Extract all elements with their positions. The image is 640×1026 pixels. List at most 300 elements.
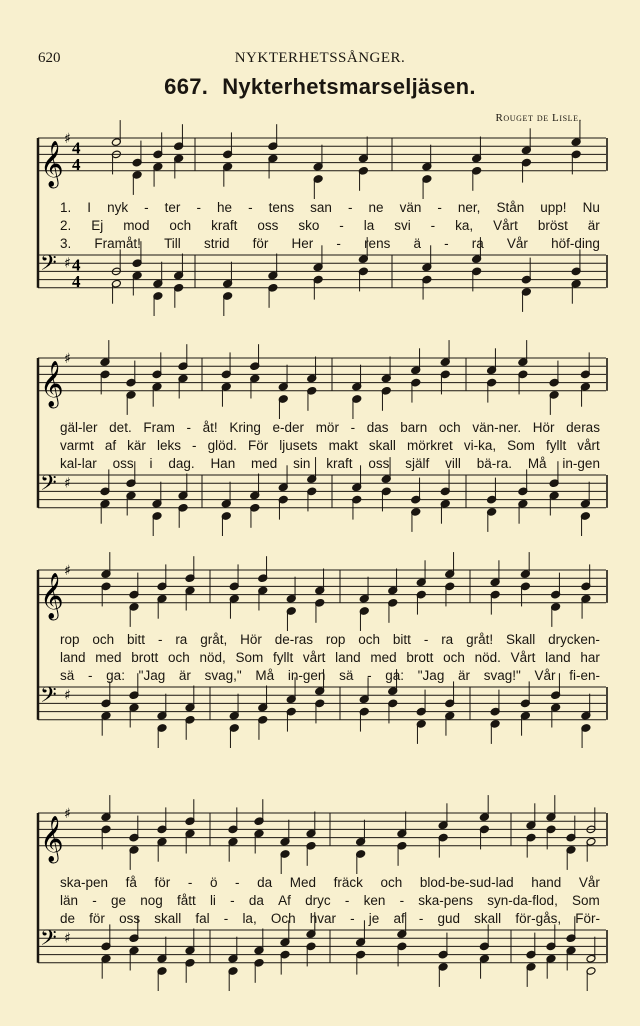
note-icon xyxy=(178,344,188,370)
lyric-line xyxy=(60,632,600,647)
lyric-syllable: för-gås, xyxy=(515,911,562,926)
lyric-syllable: - xyxy=(187,875,193,890)
lyric-syllable: tens xyxy=(268,200,295,215)
key-signature-sharp-icon: ♯ xyxy=(64,805,71,822)
note-icon xyxy=(157,724,167,748)
lyric-syllable: - xyxy=(235,875,240,890)
note-icon xyxy=(551,703,561,727)
lyric-syllable: och xyxy=(443,650,465,665)
lyric-syllable: Vårt xyxy=(493,218,518,233)
lyric-syllable: land xyxy=(60,650,86,665)
lyric-syllable: ken xyxy=(363,893,386,908)
note-icon xyxy=(286,607,296,631)
lyric-syllable: nyk xyxy=(107,200,129,215)
lyric-syllable: - xyxy=(339,218,344,233)
lyric-syllable: brott xyxy=(406,650,434,665)
note-icon xyxy=(129,846,139,870)
note-icon xyxy=(153,262,163,288)
lyric-syllable: gråt, xyxy=(200,632,228,647)
lyric-syllable: Framåt! xyxy=(94,236,141,251)
lyric-line xyxy=(60,218,600,233)
lyric-syllable: För- xyxy=(575,911,600,926)
note-icon xyxy=(278,395,288,419)
note-icon xyxy=(313,175,323,199)
note-icon xyxy=(521,288,531,312)
lyric-syllable: varmt xyxy=(60,438,94,453)
lyric-syllable: - xyxy=(230,893,235,908)
note-icon xyxy=(178,374,188,398)
note-icon xyxy=(445,681,455,707)
lyric-syllable: af xyxy=(393,911,405,926)
note-icon xyxy=(411,478,421,504)
lyric-syllable: land xyxy=(335,650,361,665)
note-icon xyxy=(268,124,278,150)
lyric-syllable: och xyxy=(380,875,403,890)
lyric-syllable: oss xyxy=(112,456,134,471)
note-icon xyxy=(185,715,195,739)
hymn-title xyxy=(0,74,640,100)
lyric-syllable: - xyxy=(347,200,353,215)
music-system xyxy=(0,348,640,528)
note-icon xyxy=(549,361,559,387)
lyric-line xyxy=(60,911,600,926)
lyric-syllable: li xyxy=(209,893,216,908)
lyric-syllable: Till xyxy=(164,236,181,251)
lyric-syllable: mör xyxy=(315,420,339,435)
note-icon xyxy=(487,508,497,532)
key-signature-sharp-icon: ♯ xyxy=(64,475,71,492)
note-icon xyxy=(100,340,110,366)
lyric-syllable: och xyxy=(169,218,192,233)
lyric-syllable: - xyxy=(223,911,229,926)
note-icon xyxy=(359,577,369,603)
note-icon xyxy=(221,482,231,508)
hymn-name: Nykterhetsmarseljäsen. xyxy=(222,74,476,99)
lyric-syllable: "Jag xyxy=(417,668,445,683)
note-icon xyxy=(228,967,238,991)
lyric-syllable: bä-ra. xyxy=(476,456,512,471)
lyric-syllable: Vårt xyxy=(510,650,536,665)
lyric-syllable: är xyxy=(458,668,471,683)
note-icon xyxy=(307,386,317,410)
lyric-syllable: vän xyxy=(399,200,422,215)
lyric-syllable: Kring xyxy=(229,420,261,435)
lyric-syllable: och xyxy=(167,650,190,665)
note-icon xyxy=(223,292,233,316)
lyric-syllable: ne xyxy=(368,200,384,215)
note-icon xyxy=(250,374,260,398)
lyric-syllable: vi-ka, xyxy=(463,438,497,453)
lyric-syllable: upp! xyxy=(540,200,567,215)
note-icon xyxy=(153,162,163,186)
note-icon xyxy=(352,395,362,419)
lyric-syllable: deras xyxy=(566,420,600,435)
note-icon xyxy=(152,482,162,508)
lyric-syllable: la xyxy=(363,218,375,233)
bass-staff xyxy=(38,930,606,963)
lyric-syllable: fyllt xyxy=(272,650,294,665)
note-icon xyxy=(229,724,239,748)
note-icon xyxy=(422,175,432,199)
lyric-syllable: Med xyxy=(289,875,317,890)
note-icon xyxy=(546,954,556,978)
note-icon xyxy=(526,963,536,987)
note-icon xyxy=(520,681,530,707)
note-icon xyxy=(152,512,162,536)
note-icon xyxy=(157,937,167,963)
note-icon xyxy=(546,795,556,821)
lyric-syllable: få xyxy=(125,875,137,890)
lyric-syllable: svi xyxy=(394,218,411,233)
note-icon xyxy=(440,340,450,366)
note-icon xyxy=(258,686,268,712)
lyric-syllable: gud xyxy=(437,911,461,926)
note-icon xyxy=(228,807,238,833)
lyric-syllable: - xyxy=(144,200,149,215)
verse-number: 3. xyxy=(60,236,72,251)
note-icon xyxy=(157,967,167,991)
lyric-syllable: rop xyxy=(325,632,346,647)
lyric-syllable: skall xyxy=(474,911,502,926)
lyric-syllable: das xyxy=(366,420,389,435)
note-icon xyxy=(445,552,455,578)
lyric-syllable: har xyxy=(580,650,600,665)
note-icon xyxy=(286,577,296,603)
lyric-syllable: nöd. xyxy=(474,650,501,665)
lyric-syllable: hvar xyxy=(309,911,337,926)
note-icon xyxy=(586,937,596,963)
note-icon xyxy=(487,348,497,374)
key-signature-sharp-icon: ♯ xyxy=(64,687,71,704)
time-signature-icon: 4 xyxy=(72,154,81,174)
lyric-syllable: med xyxy=(370,650,397,665)
note-icon xyxy=(586,967,596,991)
note-icon xyxy=(438,933,448,959)
verse-number: 2. xyxy=(60,218,72,233)
lyric-syllable: - xyxy=(336,236,341,251)
note-icon xyxy=(278,365,288,391)
time-signature-icon: 4 xyxy=(72,255,81,275)
note-icon xyxy=(100,499,110,523)
note-icon xyxy=(129,703,139,727)
lyric-syllable: Skall xyxy=(505,632,536,647)
lyric-syllable: hand xyxy=(531,875,562,890)
note-icon xyxy=(185,556,195,582)
lyric-syllable: kär xyxy=(127,438,146,453)
lyric-syllable: Han xyxy=(210,456,236,471)
verse-number: 1. xyxy=(60,200,72,215)
note-icon xyxy=(388,569,398,595)
lyric-syllable: sko xyxy=(298,218,320,233)
lyric-syllable: ra xyxy=(471,236,484,251)
lyric-syllable: det. xyxy=(109,420,132,435)
note-icon xyxy=(254,958,264,982)
note-icon xyxy=(157,807,167,833)
lyric-syllable: nöd, xyxy=(199,650,226,665)
note-icon xyxy=(521,258,531,284)
note-icon xyxy=(223,132,233,158)
lyric-syllable: ka, xyxy=(455,218,474,233)
note-icon xyxy=(157,694,167,720)
note-icon xyxy=(356,850,366,874)
lyric-syllable: kraft xyxy=(326,456,353,471)
note-icon xyxy=(520,711,530,735)
note-icon xyxy=(438,803,448,829)
note-icon xyxy=(571,120,581,146)
lyric-syllable: da xyxy=(248,893,264,908)
note-icon xyxy=(352,365,362,391)
music-system xyxy=(0,803,640,983)
note-icon xyxy=(228,937,238,963)
note-icon xyxy=(101,711,111,735)
note-icon xyxy=(490,690,500,716)
note-icon xyxy=(586,837,596,861)
music-system xyxy=(0,128,640,308)
note-icon xyxy=(581,594,591,618)
note-icon xyxy=(381,357,391,383)
music-system xyxy=(0,560,640,740)
note-icon xyxy=(268,154,278,178)
lyric-syllable: ska-pens xyxy=(418,893,474,908)
lyric-syllable: barn xyxy=(400,420,428,435)
lyric-syllable: för xyxy=(154,875,171,890)
lyric-syllable: För xyxy=(247,438,269,453)
lyric-syllable: I xyxy=(87,200,92,215)
lyric-syllable: blod-be-sud-lad xyxy=(419,875,514,890)
note-icon xyxy=(445,711,455,735)
note-icon xyxy=(358,137,368,163)
note-icon xyxy=(571,249,581,275)
lyric-syllable: och xyxy=(92,632,115,647)
note-icon xyxy=(521,128,531,154)
lyric-syllable: åt! xyxy=(202,420,218,435)
lyric-syllable: in-gen xyxy=(287,668,326,683)
note-icon xyxy=(221,352,231,378)
lyric-syllable: glöd. xyxy=(207,438,237,453)
note-icon xyxy=(221,512,231,536)
note-icon xyxy=(549,391,559,415)
note-icon xyxy=(472,166,482,190)
note-icon xyxy=(268,254,278,280)
lyric-syllable: gråt! xyxy=(466,632,494,647)
note-icon xyxy=(416,560,426,586)
lyric-syllable: sä xyxy=(339,668,354,683)
lyric-syllable: vårt xyxy=(302,650,326,665)
note-icon xyxy=(479,795,489,821)
lyric-syllable: la, xyxy=(242,911,257,926)
note-icon xyxy=(315,569,325,595)
note-icon xyxy=(250,503,260,527)
lyric-syllable: oss xyxy=(257,218,279,233)
key-signature-sharp-icon: ♯ xyxy=(64,562,71,579)
note-icon xyxy=(258,556,268,582)
note-icon xyxy=(126,491,136,515)
treble-clef-icon: 𝄞 xyxy=(40,140,64,187)
key-signature-sharp-icon: ♯ xyxy=(64,350,71,367)
lyric-syllable: Hör xyxy=(240,632,262,647)
note-icon xyxy=(153,292,163,316)
lyric-syllable: syn-da-flod, xyxy=(487,893,558,908)
key-signature-sharp-icon: ♯ xyxy=(64,130,71,147)
note-icon xyxy=(551,603,561,627)
note-icon xyxy=(185,686,195,712)
lyric-syllable: höf-ding xyxy=(551,236,600,251)
lyric-line xyxy=(60,438,600,453)
lyric-syllable: fal xyxy=(195,911,210,926)
lyric-syllable: Som xyxy=(235,650,264,665)
lyric-syllable: fi-en- xyxy=(569,668,600,683)
lyric-syllable: - xyxy=(350,420,356,435)
lyric-syllable: skall xyxy=(154,911,182,926)
note-icon xyxy=(397,841,407,865)
note-icon xyxy=(315,598,325,622)
note-icon xyxy=(388,598,398,622)
note-icon xyxy=(581,724,591,748)
bass-clef-icon: 𝄢 xyxy=(40,682,57,713)
lyric-syllable: - xyxy=(192,438,197,453)
lyric-syllable: dag. xyxy=(168,456,195,471)
note-icon xyxy=(229,564,239,590)
note-icon xyxy=(157,594,167,618)
lyric-syllable: ljusets xyxy=(279,438,318,453)
note-icon xyxy=(250,474,260,500)
note-icon xyxy=(101,795,111,821)
note-icon xyxy=(356,820,366,846)
running-head: NYKTERHETSSÅNGER. xyxy=(234,50,406,66)
lyric-syllable: strid xyxy=(203,236,230,251)
lyric-syllable: svag," xyxy=(204,668,242,683)
lyric-syllable: fått xyxy=(176,893,196,908)
note-icon xyxy=(101,552,111,578)
note-icon xyxy=(490,560,500,586)
time-signature-icon: 4 xyxy=(72,271,81,291)
lyric-line xyxy=(60,893,600,908)
note-icon xyxy=(223,162,233,186)
note-icon xyxy=(518,469,528,495)
note-icon xyxy=(111,120,121,146)
lyric-syllable: kraft xyxy=(211,218,238,233)
lyric-syllable: rop xyxy=(60,632,80,647)
lyric-line xyxy=(60,456,600,471)
lyric-line xyxy=(60,875,600,890)
lyric-syllable: med xyxy=(95,650,122,665)
lyric-syllable: vän-ner. xyxy=(472,420,522,435)
lyric-syllable: gäl-ler xyxy=(60,420,98,435)
note-icon xyxy=(254,929,264,955)
lyric-syllable: ra xyxy=(175,632,188,647)
lyric-syllable: oss xyxy=(119,911,141,926)
lyric-syllable: ge xyxy=(110,893,126,908)
lyric-line xyxy=(60,236,600,251)
note-icon xyxy=(221,382,231,406)
lyric-syllable: ra xyxy=(441,632,454,647)
lyric-syllable: - xyxy=(196,200,201,215)
key-signature-sharp-icon: ♯ xyxy=(64,930,71,947)
note-icon xyxy=(566,816,576,842)
note-icon xyxy=(152,382,162,406)
note-icon xyxy=(440,499,450,523)
page-number: 620 xyxy=(38,50,61,66)
note-icon xyxy=(479,924,489,950)
note-icon xyxy=(132,141,142,167)
lyric-syllable: fyllt xyxy=(545,438,567,453)
note-icon xyxy=(185,799,195,825)
note-icon xyxy=(280,850,290,874)
lyric-syllable: je xyxy=(368,911,380,926)
lyric-syllable: da xyxy=(257,875,273,890)
note-icon xyxy=(132,271,142,295)
note-icon xyxy=(526,803,536,829)
note-icon xyxy=(178,474,188,500)
treble-staff xyxy=(38,813,606,846)
lyric-syllable: Af xyxy=(278,893,291,908)
note-icon xyxy=(153,132,163,158)
note-icon xyxy=(440,469,450,495)
note-icon xyxy=(258,586,268,610)
note-icon xyxy=(126,361,136,387)
note-icon xyxy=(250,344,260,370)
hymn-number: 667. xyxy=(164,74,209,99)
note-icon xyxy=(358,166,368,190)
lyric-syllable: - xyxy=(248,200,253,215)
lyric-syllable: makt xyxy=(328,438,358,453)
time-signature-icon: 4 xyxy=(72,138,81,158)
lyric-syllable: - xyxy=(444,236,449,251)
note-icon xyxy=(185,829,195,853)
lyric-syllable: med xyxy=(251,456,278,471)
lyric-syllable: är xyxy=(178,668,191,683)
note-icon xyxy=(254,799,264,825)
note-icon xyxy=(580,352,590,378)
lyric-syllable: - xyxy=(92,893,97,908)
lyric-syllable: för xyxy=(89,911,105,926)
lyric-syllable: ter xyxy=(164,200,181,215)
note-icon xyxy=(157,837,167,861)
note-icon xyxy=(580,512,590,536)
note-icon xyxy=(581,564,591,590)
note-icon xyxy=(307,357,317,383)
note-icon xyxy=(580,382,590,406)
lyric-syllable: fräck xyxy=(333,875,363,890)
lyric-syllable: Hör xyxy=(532,420,555,435)
note-icon xyxy=(111,279,121,303)
note-icon xyxy=(571,279,581,303)
note-icon xyxy=(268,283,278,307)
note-icon xyxy=(416,720,426,744)
note-icon xyxy=(280,820,290,846)
note-icon xyxy=(132,171,142,195)
lyric-syllable: mörkret xyxy=(407,438,453,453)
lyric-syllable: ä xyxy=(413,236,421,251)
note-icon xyxy=(152,352,162,378)
note-icon xyxy=(185,958,195,982)
bass-clef-icon: 𝄢 xyxy=(40,470,57,501)
note-icon xyxy=(185,586,195,610)
note-icon xyxy=(518,499,528,523)
note-icon xyxy=(566,946,576,970)
note-icon xyxy=(229,594,239,618)
note-icon xyxy=(518,340,528,366)
note-icon xyxy=(397,812,407,838)
lyric-syllable: rens xyxy=(364,236,391,251)
lyric-syllable: af xyxy=(104,438,117,453)
note-icon xyxy=(174,254,184,280)
lyric-syllable: och xyxy=(438,420,461,435)
lyric-syllable: - xyxy=(157,632,163,647)
composer-credit: Rouget de Lisle. xyxy=(495,112,582,124)
lyric-syllable: kal-lar xyxy=(60,456,97,471)
note-icon xyxy=(223,262,233,288)
